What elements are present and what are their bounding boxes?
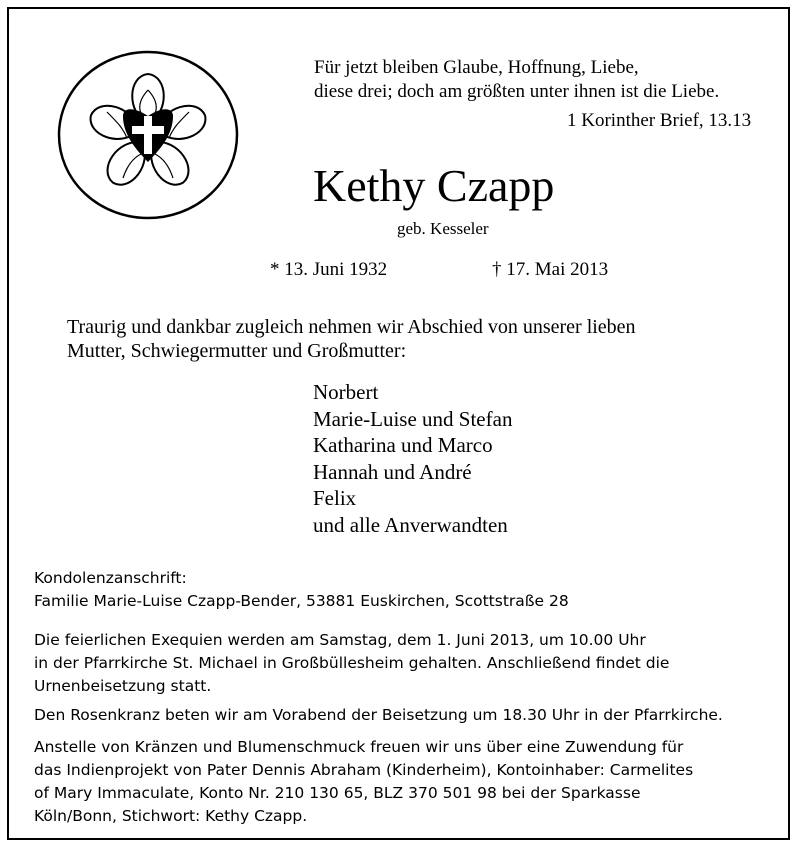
donation-line: of Mary Immaculate, Konto Nr. 210 130 65, BLZ 370 501 98 bei der Sparkasse bbox=[34, 784, 641, 802]
donation-line: Anstelle von Kränzen und Blumenschmuck freuen wir uns über eine Zuwendung für bbox=[34, 738, 684, 756]
mourner-item: und alle Anverwandten bbox=[313, 512, 508, 537]
mourner-item: Marie-Luise und Stefan bbox=[313, 406, 513, 431]
verse-line: diese drei; doch am größten unter ihnen ist die Liebe. bbox=[314, 81, 720, 102]
donation-line: das Indienprojekt von Pater Dennis Abraham (Kinderheim), Kontoinhaber: Carmelites bbox=[34, 761, 694, 779]
farewell-text bbox=[67, 315, 636, 363]
condolence-address: Familie Marie-Luise Czapp-Bender, 53881 Euskirchen, Scottstraße 28 bbox=[34, 592, 569, 610]
service-line: Urnenbeisetzung statt. bbox=[34, 677, 212, 695]
condolence-label: Kondolenzanschrift: bbox=[34, 569, 187, 587]
donation-text bbox=[34, 736, 693, 828]
maiden-name: geb. Kesseler bbox=[397, 219, 489, 238]
verse-reference: 1 Korinther Brief, 13.13 bbox=[567, 110, 752, 131]
bible-verse bbox=[314, 56, 719, 104]
deceased-name: Kethy Czapp bbox=[313, 160, 555, 211]
luther-rose-icon bbox=[57, 50, 239, 220]
mourner-item: Hannah und André bbox=[313, 459, 472, 484]
rosary-text: Den Rosenkranz beten wir am Vorabend der Beisetzung um 18.30 Uhr in der Pfarrkirche. bbox=[34, 706, 723, 724]
farewell-line: Mutter, Schwiegermutter und Großmutter: bbox=[67, 340, 407, 362]
death-date: † 17. Mai 2013 bbox=[492, 259, 609, 280]
service-line: Die feierlichen Exequien werden am Samstag, dem 1. Juni 2013, um 10.00 Uhr bbox=[34, 631, 646, 649]
mourner-item: Katharina und Marco bbox=[313, 433, 493, 457]
donation-line: Köln/Bonn, Stichwort: Kethy Czapp. bbox=[34, 807, 308, 825]
farewell-line: Traurig und dankbar zugleich nehmen wir Abschied von unserer lieben bbox=[67, 316, 636, 338]
mourner-item: Felix bbox=[313, 486, 357, 510]
verse-line: Für jetzt bleiben Glaube, Hoffnung, Liebe, bbox=[314, 57, 639, 78]
mourner-item: Norbert bbox=[313, 380, 379, 404]
funeral-service-text bbox=[34, 629, 669, 698]
mourners-list bbox=[313, 379, 512, 538]
service-line: in der Pfarrkirche St. Michael in Großbüllesheim gehalten. Anschließend findet die bbox=[34, 654, 670, 672]
birth-date: * 13. Juni 1932 bbox=[270, 259, 388, 280]
